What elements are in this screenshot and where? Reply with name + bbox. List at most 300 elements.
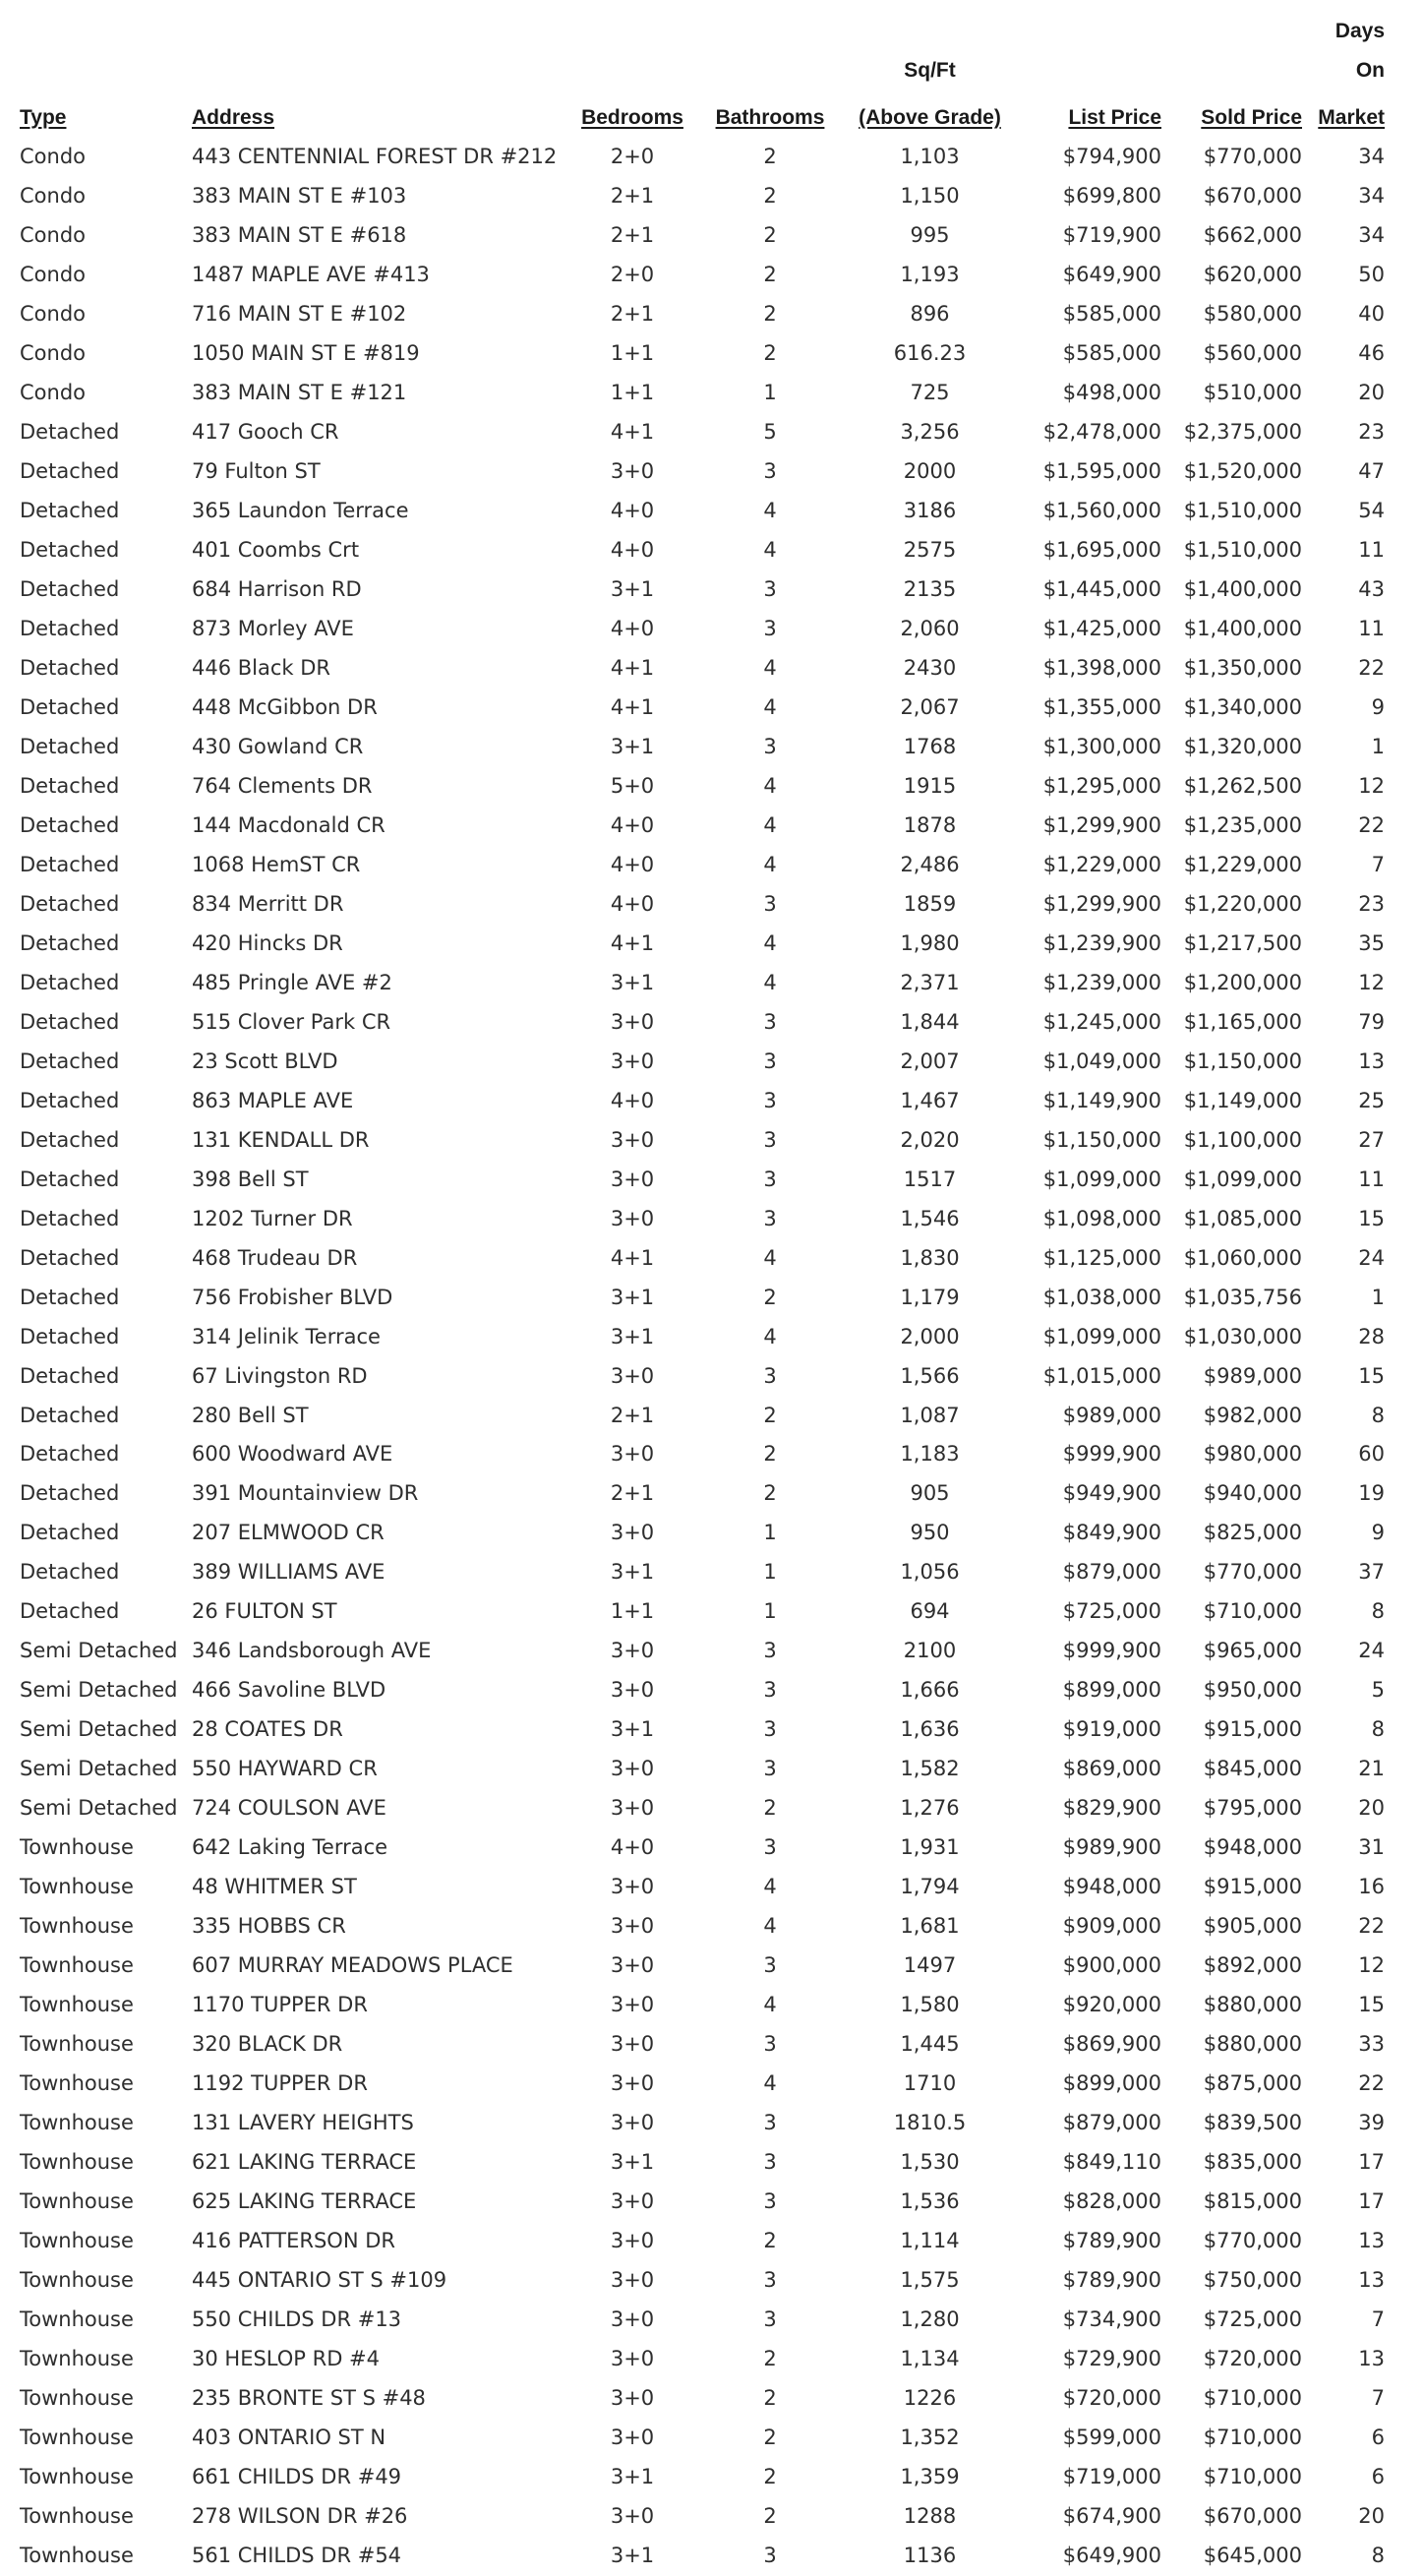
table-row (0, 1868, 1424, 1907)
table-row (0, 2419, 1424, 2458)
type-cell: Semi Detached (20, 1757, 178, 1781)
type-cell: Townhouse (20, 2504, 134, 2529)
sold-price-cell: $710,000 (1203, 2426, 1302, 2450)
sold-price-cell: $1,340,000 (1183, 694, 1302, 719)
sqft-cell: 694 (910, 1599, 950, 1624)
bedrooms-cell: 3+0 (610, 1009, 655, 1034)
list-price-cell: $909,000 (1062, 1914, 1161, 1939)
sqft-cell: 1,580 (900, 1993, 960, 2017)
days-on-market-cell: 31 (1358, 1835, 1385, 1860)
type-cell: Townhouse (20, 2189, 134, 2214)
type-cell: Townhouse (20, 2268, 134, 2293)
bathrooms-cell: 2 (763, 2386, 777, 2411)
bathrooms-cell: 4 (763, 773, 777, 798)
type-cell: Detached (20, 1088, 120, 1112)
table-row (0, 138, 1424, 177)
sqft-cell: 1,134 (900, 2347, 960, 2371)
days-on-market-cell: 15 (1358, 1993, 1385, 2017)
days-on-market-cell: 34 (1358, 222, 1385, 247)
list-price-cell: $879,000 (1062, 2111, 1161, 2135)
sqft-cell: 1,150 (900, 183, 960, 208)
address-cell: 131 KENDALL DR (192, 1127, 370, 1152)
bathrooms-cell: 1 (763, 380, 777, 404)
table-row (0, 1357, 1424, 1397)
address-cell: 448 McGibbon DR (192, 694, 378, 719)
list-price-cell: $989,000 (1062, 1403, 1161, 1427)
sqft-cell: 1,546 (900, 1206, 960, 1230)
sqft-cell: 2,007 (900, 1048, 960, 1073)
address-cell: 1487 MAPLE AVE #413 (192, 262, 430, 286)
sold-price-cell: $1,400,000 (1183, 576, 1302, 601)
type-cell: Detached (20, 694, 120, 719)
sold-price-cell: $670,000 (1203, 2504, 1302, 2529)
sold-price-cell: $1,235,000 (1183, 812, 1302, 837)
bedrooms-cell: 3+0 (610, 1993, 655, 2017)
address-cell: 515 Clover Park CR (192, 1009, 391, 1034)
address-cell: 346 Landsborough AVE (192, 1639, 432, 1663)
bedrooms-cell: 3+0 (610, 2071, 655, 2096)
table-row (0, 1986, 1424, 2025)
table-row (0, 2340, 1424, 2379)
list-price-cell: $649,900 (1062, 262, 1161, 286)
sqft-cell: 1,114 (900, 2229, 960, 2253)
sold-price-cell: $835,000 (1203, 2150, 1302, 2175)
address-cell: 661 CHILDS DR #49 (192, 2465, 402, 2489)
table-row (0, 1750, 1424, 1789)
sold-price-cell: $560,000 (1203, 340, 1302, 365)
type-cell: Detached (20, 1560, 120, 1585)
type-cell: Townhouse (20, 2386, 134, 2411)
table-row (0, 1435, 1424, 1474)
sqft-cell: 2135 (903, 576, 957, 601)
bedrooms-cell: 3+0 (610, 1048, 655, 1073)
type-cell: Townhouse (20, 2150, 134, 2175)
address-cell: 398 Bell ST (192, 1167, 309, 1191)
bathrooms-cell: 3 (763, 2307, 777, 2332)
type-cell: Townhouse (20, 2111, 134, 2135)
sqft-cell: 2,371 (900, 970, 960, 994)
bathrooms-cell: 3 (763, 616, 777, 640)
sqft-cell: 1,844 (900, 1009, 960, 1034)
sold-price-cell: $710,000 (1203, 1599, 1302, 1624)
sqft-cell: 896 (910, 301, 950, 326)
table-row (0, 1397, 1424, 1436)
type-cell: Detached (20, 576, 120, 601)
sqft-cell: 1,280 (900, 2307, 960, 2332)
list-price-cell: $1,355,000 (1042, 694, 1161, 719)
address-cell: 466 Savoline BLVD (192, 1678, 386, 1703)
list-price-cell: $599,000 (1062, 2426, 1161, 2450)
bedrooms-cell: 4+0 (610, 812, 655, 837)
table-row (0, 964, 1424, 1003)
list-price-cell: $1,695,000 (1042, 537, 1161, 562)
table-row (0, 295, 1424, 334)
type-cell: Detached (20, 1403, 120, 1427)
list-price-cell: $1,425,000 (1042, 616, 1161, 640)
bedrooms-cell: 1+1 (610, 340, 655, 365)
sqft-cell: 905 (910, 1481, 950, 1506)
sqft-cell: 2,060 (900, 616, 960, 640)
days-on-market-cell: 19 (1358, 1481, 1385, 1506)
days-on-market-cell: 9 (1371, 1521, 1385, 1545)
bathrooms-cell: 4 (763, 694, 777, 719)
sold-price-cell: $710,000 (1203, 2386, 1302, 2411)
address-cell: 417 Gooch CR (192, 419, 339, 444)
days-on-market-cell: 15 (1358, 1206, 1385, 1230)
bedrooms-cell: 3+0 (610, 1521, 655, 1545)
days-on-market-cell: 21 (1358, 1757, 1385, 1781)
sold-price-cell: $950,000 (1203, 1678, 1302, 1703)
bedrooms-cell: 4+0 (610, 852, 655, 876)
days-on-market-cell: 23 (1358, 891, 1385, 916)
list-price-cell: $719,900 (1062, 222, 1161, 247)
type-cell: Detached (20, 1245, 120, 1270)
table-row (0, 2104, 1424, 2143)
address-cell: 144 Macdonald CR (192, 812, 386, 837)
bedrooms-cell: 3+1 (610, 1560, 655, 1585)
bedrooms-cell: 3+1 (610, 1324, 655, 1348)
bathrooms-cell: 4 (763, 1993, 777, 2017)
bedrooms-cell: 4+0 (610, 1835, 655, 1860)
bedrooms-cell: 3+0 (610, 1875, 655, 1899)
table-row (0, 1239, 1424, 1279)
type-cell: Detached (20, 1442, 120, 1467)
list-price-cell: $1,038,000 (1042, 1285, 1161, 1309)
sqft-cell: 1136 (903, 2544, 957, 2568)
type-cell: Detached (20, 1127, 120, 1152)
type-cell: Townhouse (20, 2071, 134, 2096)
sold-price-cell: $948,000 (1203, 1835, 1302, 1860)
type-cell: Semi Detached (20, 1639, 178, 1663)
sqft-cell: 2,486 (900, 852, 960, 876)
type-cell: Detached (20, 970, 120, 994)
table-row (0, 689, 1424, 728)
table-row (0, 1200, 1424, 1239)
bedrooms-cell: 3+0 (610, 1206, 655, 1230)
list-price-cell: $585,000 (1062, 301, 1161, 326)
sqft-cell: 2,020 (900, 1127, 960, 1152)
bathrooms-cell: 2 (763, 222, 777, 247)
sqft-cell: 1,352 (900, 2426, 960, 2450)
type-cell: Condo (20, 380, 86, 404)
sqft-cell: 3186 (903, 498, 957, 522)
bathrooms-cell: 2 (763, 1285, 777, 1309)
bedrooms-cell: 3+0 (610, 1796, 655, 1821)
bedrooms-cell: 3+0 (610, 2111, 655, 2135)
days-on-market-cell: 23 (1358, 419, 1385, 444)
bedrooms-cell: 3+0 (610, 1127, 655, 1152)
bedrooms-cell: 1+1 (610, 1599, 655, 1624)
address-cell: 235 BRONTE ST S #48 (192, 2386, 426, 2411)
table-row (0, 885, 1424, 925)
days-on-market-cell: 22 (1358, 2071, 1385, 2096)
sqft-header-bottom: (Above Grade) (859, 106, 1001, 129)
list-price-cell: $999,900 (1062, 1639, 1161, 1663)
bedrooms-cell: 3+0 (610, 1363, 655, 1388)
type-cell: Detached (20, 498, 120, 522)
bathrooms-cell: 3 (763, 1127, 777, 1152)
address-cell: 468 Trudeau DR (192, 1245, 358, 1270)
bathrooms-cell: 2 (763, 2229, 777, 2253)
sold-price-cell: $720,000 (1203, 2347, 1302, 2371)
type-cell: Detached (20, 1324, 120, 1348)
sold-price-cell: $982,000 (1203, 1403, 1302, 1427)
address-cell: 30 HESLOP RD #4 (192, 2347, 380, 2371)
table-row (0, 452, 1424, 492)
bedrooms-cell: 3+0 (610, 1678, 655, 1703)
bedrooms-cell: 3+0 (610, 1442, 655, 1467)
sqft-cell: 1,056 (900, 1560, 960, 1585)
bedrooms-header: Bedrooms (581, 106, 683, 129)
sold-price-cell: $989,000 (1203, 1363, 1302, 1388)
sold-price-cell: $1,400,000 (1183, 616, 1302, 640)
bathrooms-cell: 2 (763, 1481, 777, 1506)
list-price-cell: $849,900 (1062, 1521, 1161, 1545)
sold-price-cell: $880,000 (1203, 1993, 1302, 2017)
days-on-market-cell: 13 (1358, 2229, 1385, 2253)
type-cell: Townhouse (20, 2229, 134, 2253)
days-on-market-cell: 11 (1358, 616, 1385, 640)
table-row (0, 2458, 1424, 2497)
bathrooms-cell: 3 (763, 1206, 777, 1230)
address-cell: 335 HOBBS CR (192, 1914, 346, 1939)
bedrooms-cell: 2+0 (610, 262, 655, 286)
type-cell: Condo (20, 145, 86, 168)
days-on-market-cell: 20 (1358, 380, 1385, 404)
type-cell: Detached (20, 734, 120, 758)
bedrooms-cell: 3+0 (610, 2307, 655, 2332)
bathrooms-cell: 4 (763, 1914, 777, 1939)
bathrooms-cell: 3 (763, 1757, 777, 1781)
list-price-cell: $1,015,000 (1042, 1363, 1161, 1388)
type-cell: Semi Detached (20, 1678, 178, 1703)
bedrooms-cell: 4+0 (610, 891, 655, 916)
list-price-cell: $1,560,000 (1042, 498, 1161, 522)
sqft-cell: 1768 (903, 734, 957, 758)
list-price-cell: $920,000 (1062, 1993, 1161, 2017)
sold-price-cell: $1,520,000 (1183, 458, 1302, 483)
sqft-cell: 1,087 (900, 1403, 960, 1427)
table-row (0, 2143, 1424, 2183)
days-on-market-cell: 6 (1371, 2465, 1385, 2489)
type-cell: Townhouse (20, 1993, 134, 2017)
sold-price-cell: $710,000 (1203, 2465, 1302, 2489)
address-cell: 280 Bell ST (192, 1403, 309, 1427)
days-on-market-cell: 24 (1358, 1639, 1385, 1663)
bedrooms-cell: 3+0 (610, 1914, 655, 1939)
bathrooms-cell: 2 (763, 2426, 777, 2450)
list-price-cell: $900,000 (1062, 1953, 1161, 1978)
bedrooms-cell: 4+1 (610, 655, 655, 680)
days-on-market-cell: 39 (1358, 2111, 1385, 2135)
sqft-cell: 1878 (903, 812, 957, 837)
sqft-cell: 1,193 (900, 262, 960, 286)
sqft-cell: 1,467 (900, 1088, 960, 1112)
type-cell: Townhouse (20, 2426, 134, 2450)
address-cell: 278 WILSON DR #26 (192, 2504, 408, 2529)
type-cell: Semi Detached (20, 1717, 178, 1742)
type-cell: Detached (20, 1285, 120, 1309)
sold-price-cell: $580,000 (1203, 301, 1302, 326)
bedrooms-cell: 3+1 (610, 576, 655, 601)
sold-price-cell: $915,000 (1203, 1717, 1302, 1742)
list-price-cell: $725,000 (1062, 1599, 1161, 1624)
days-on-market-cell: 20 (1358, 1796, 1385, 1821)
type-cell: Detached (20, 1206, 120, 1230)
days-on-market-cell: 25 (1358, 1088, 1385, 1112)
sold-price-cell: $1,100,000 (1183, 1127, 1302, 1152)
sold-price-cell: $770,000 (1203, 1560, 1302, 1585)
table-row (0, 925, 1424, 964)
bathrooms-cell: 3 (763, 1009, 777, 1034)
list-price-cell: $1,098,000 (1042, 1206, 1161, 1230)
sold-price-cell: $1,099,000 (1183, 1167, 1302, 1191)
days-on-market-cell: 8 (1371, 1717, 1385, 1742)
bathrooms-cell: 4 (763, 970, 777, 994)
bedrooms-cell: 4+1 (610, 419, 655, 444)
table-row (0, 767, 1424, 807)
table-row (0, 1907, 1424, 1947)
address-cell: 764 Clements DR (192, 773, 373, 798)
sold-price-cell: $845,000 (1203, 1757, 1302, 1781)
address-cell: 391 Mountainview DR (192, 1481, 419, 1506)
sold-price-cell: $880,000 (1203, 2032, 1302, 2057)
table-row (0, 1710, 1424, 1750)
sold-price-cell: $670,000 (1203, 183, 1302, 208)
bedrooms-cell: 2+1 (610, 222, 655, 247)
table-row (0, 492, 1424, 531)
address-cell: 621 LAKING TERRACE (192, 2150, 417, 2175)
type-cell: Condo (20, 222, 86, 247)
days-on-market-cell: 9 (1371, 694, 1385, 719)
list-price-cell: $1,150,000 (1042, 1127, 1161, 1152)
list-price-cell: $1,099,000 (1042, 1324, 1161, 1348)
bedrooms-cell: 3+0 (610, 2268, 655, 2293)
sqft-cell: 950 (910, 1521, 950, 1545)
list-price-cell: $899,000 (1062, 2071, 1161, 2096)
list-price-cell: $1,239,900 (1042, 930, 1161, 955)
address-cell: 550 HAYWARD CR (192, 1757, 378, 1781)
address-cell: 28 COATES DR (192, 1717, 343, 1742)
list-price-cell: $498,000 (1062, 380, 1161, 404)
sold-price-cell: $815,000 (1203, 2189, 1302, 2214)
table-row (0, 610, 1424, 649)
bathrooms-cell: 3 (763, 576, 777, 601)
sold-price-cell: $1,350,000 (1183, 655, 1302, 680)
bedrooms-cell: 2+1 (610, 183, 655, 208)
days-on-market-cell: 16 (1358, 1875, 1385, 1899)
bathrooms-cell: 5 (763, 419, 777, 444)
sqft-cell: 2430 (903, 655, 957, 680)
sqft-cell: 2,000 (900, 1324, 960, 1348)
sold-price-cell: $905,000 (1203, 1914, 1302, 1939)
sold-price-cell: $1,217,500 (1183, 930, 1302, 955)
sold-price-cell: $1,030,000 (1183, 1324, 1302, 1348)
address-cell: 716 MAIN ST E #102 (192, 301, 407, 326)
bedrooms-cell: 3+0 (610, 2347, 655, 2371)
address-cell: 26 FULTON ST (192, 1599, 337, 1624)
type-header: Type (20, 106, 67, 129)
bedrooms-cell: 3+0 (610, 2426, 655, 2450)
sqft-header-top: Sq/Ft (904, 59, 956, 82)
table-row (0, 413, 1424, 452)
type-cell: Detached (20, 1599, 120, 1624)
sold-price-header: Sold Price (1201, 106, 1302, 129)
bathrooms-cell: 3 (763, 458, 777, 483)
table-row (0, 728, 1424, 767)
address-cell: 684 Harrison RD (192, 576, 362, 601)
bathrooms-cell: 4 (763, 1245, 777, 1270)
address-cell: 131 LAVERY HEIGHTS (192, 2111, 414, 2135)
sqft-cell: 616.23 (893, 340, 967, 365)
list-price-cell: $719,000 (1062, 2465, 1161, 2489)
days-on-market-cell: 34 (1358, 145, 1385, 168)
sold-price-cell: $1,165,000 (1183, 1009, 1302, 1034)
list-price-header: List Price (1068, 106, 1161, 129)
list-price-cell: $649,900 (1062, 2544, 1161, 2568)
bathrooms-cell: 3 (763, 1639, 777, 1663)
sqft-cell: 1226 (903, 2386, 957, 2411)
sqft-cell: 1,830 (900, 1245, 960, 1270)
list-price-cell: $1,245,000 (1042, 1009, 1161, 1034)
table-row (0, 1947, 1424, 1986)
bedrooms-cell: 3+1 (610, 2150, 655, 2175)
type-cell: Detached (20, 419, 120, 444)
bedrooms-cell: 4+1 (610, 694, 655, 719)
bedrooms-cell: 3+0 (610, 2032, 655, 2057)
type-cell: Detached (20, 812, 120, 837)
sqft-cell: 1,359 (900, 2465, 960, 2489)
type-cell: Detached (20, 1009, 120, 1034)
type-cell: Townhouse (20, 1875, 134, 1899)
table-row (0, 1789, 1424, 1828)
days-on-market-cell: 79 (1358, 1009, 1385, 1034)
table-row (0, 846, 1424, 885)
list-price-cell: $1,125,000 (1042, 1245, 1161, 1270)
bedrooms-cell: 3+1 (610, 1285, 655, 1309)
table-row (0, 256, 1424, 295)
days-on-market-cell: 43 (1358, 576, 1385, 601)
sqft-cell: 1,103 (900, 145, 960, 168)
bathrooms-cell: 4 (763, 2071, 777, 2096)
days-on-market-cell: 28 (1358, 1324, 1385, 1348)
bedrooms-cell: 3+0 (610, 1167, 655, 1191)
list-price-cell: $1,299,900 (1042, 812, 1161, 837)
list-price-cell: $1,239,000 (1042, 970, 1161, 994)
table-row (0, 2379, 1424, 2419)
bedrooms-cell: 4+0 (610, 1088, 655, 1112)
table-row (0, 216, 1424, 256)
table-row (0, 1003, 1424, 1043)
address-cell: 314 Jelinik Terrace (192, 1324, 381, 1348)
sqft-cell: 1,183 (900, 1442, 960, 1467)
list-price-cell: $789,900 (1062, 2229, 1161, 2253)
address-cell: 834 Merritt DR (192, 891, 344, 916)
days-on-market-cell: 47 (1358, 458, 1385, 483)
list-price-cell: $948,000 (1062, 1875, 1161, 1899)
sqft-cell: 1,666 (900, 1678, 960, 1703)
sold-price-cell: $980,000 (1203, 1442, 1302, 1467)
sold-price-cell: $940,000 (1203, 1481, 1302, 1506)
address-cell: 1050 MAIN ST E #819 (192, 340, 420, 365)
sold-price-cell: $795,000 (1203, 1796, 1302, 1821)
sold-price-cell: $770,000 (1203, 145, 1302, 168)
address-cell: 207 ELMWOOD CR (192, 1521, 385, 1545)
address-cell: 383 MAIN ST E #103 (192, 183, 407, 208)
bathrooms-cell: 3 (763, 1835, 777, 1860)
address-cell: 561 CHILDS DR #54 (192, 2544, 402, 2568)
dom-header-top: Days On (1335, 20, 1385, 82)
